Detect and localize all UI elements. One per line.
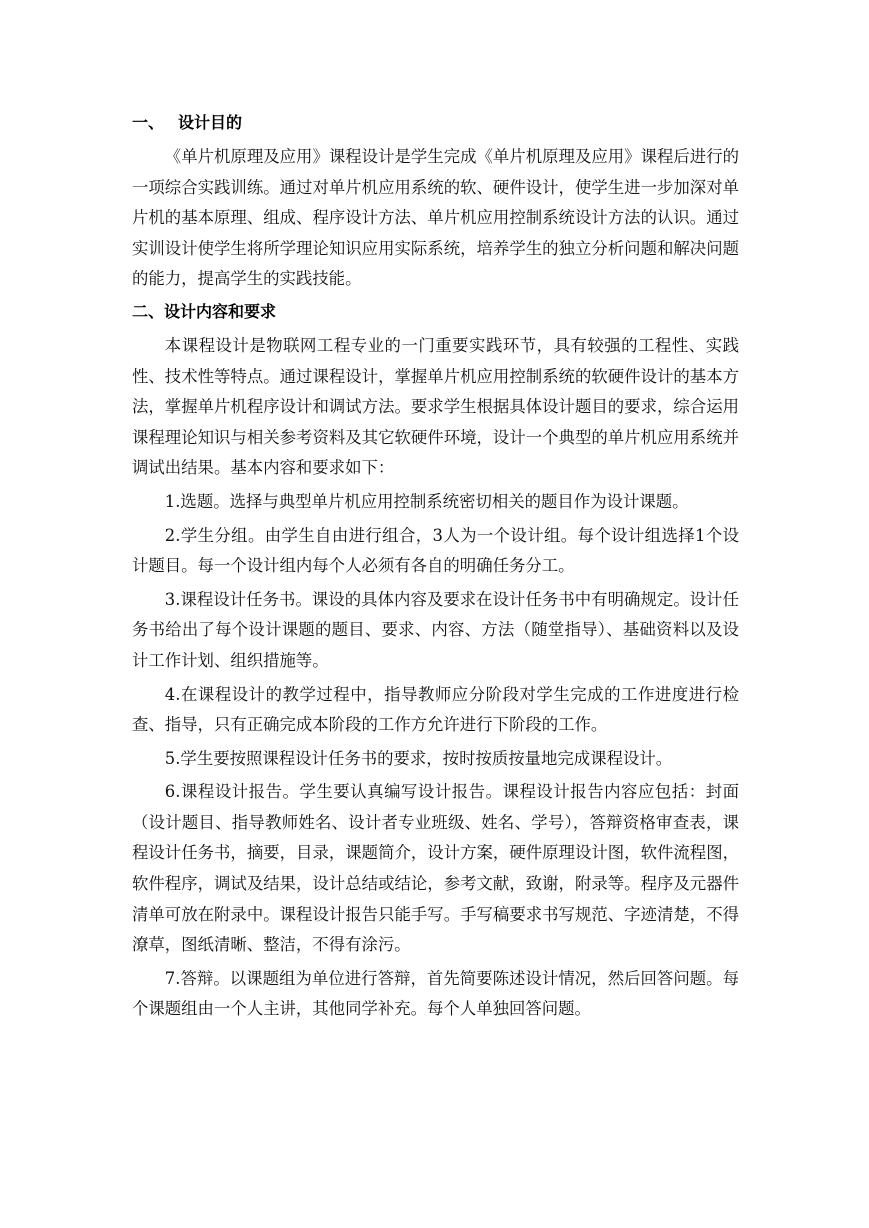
requirement-item-6: 6.课程设计报告。学生要认真编写设计报告。课程设计报告内容应包括：封面（设计题目、指导教师姓名、设计者专业班级、姓名、学号），答辩资格审查表，课程设计任务书，摘要，目录，课题简介，设计方案，硬件原理设计图，软件流程图，软件程序，调试及结果，设计总结或结论，参考文献，致谢，附录等。程序及元器件清单可放在附录中。课程设计报告只能手写。手写稿要求书写规范、字迹清楚，不得潦草，图纸清晰、整洁，不得有涂污。 <box>132 782 739 955</box>
section-1-number: 一、 <box>132 113 165 132</box>
requirement-item-3: 3.课程设计任务书。课设的具体内容及要求在设计任务书中有明确规定。设计任务书给出了每个设计课题的题目、要求、内容、方法（随堂指导）、基础资料以及设计工作计划、组织措施等。 <box>132 589 739 670</box>
section-1-paragraph: 《单片机原理及应用》课程设计是学生完成《单片机原理及应用》课程后进行的一项综合实践训练。通过对单片机应用系统的软、硬件设计，使学生进一步加深对单片机的基本原理、组成、程序设计方法、单片机应用控制系统设计方法的认识。通过实训设计使学生将所学理论知识应用实际系统，培养学生的独立分析问题和解决问题的能力，提高学生的实践技能。 <box>132 147 739 289</box>
requirement-item-2: 2.学生分组。由学生自由进行组合，3人为一个设计组。每个设计组选择1个设计题目。每一个设计组内每个人必须有各自的明确任务分工。 <box>132 525 739 576</box>
requirement-item-5: 5.学生要按照课程设计任务书的要求，按时按质按量地完成课程设计。 <box>164 748 673 768</box>
section-1-title: 设计目的 <box>178 113 243 132</box>
requirement-item-1: 1.选题。选择与典型单片机应用控制系统密切相关的题目作为设计课题。 <box>164 491 689 511</box>
section-2-paragraph: 本课程设计是物联网工程专业的一门重要实践环节，具有较强的工程性、实践性、技术性等特点。通过课程设计，掌握单片机应用控制系统的软硬件设计的基本方法，掌握单片机程序设计和调试方法。要求学生根据具体设计题目的要求，综合运用课程理论知识与相关参考资料及其它软硬件环境，设计一个典型的单片机应用系统并调试出结果。基本内容和要求如下： <box>132 335 739 478</box>
requirement-item-4: 4.在课程设计的教学过程中，指导教师应分阶段对学生完成的工作进度进行检查、指导，只有正确完成本阶段的工作方允许进行下阶段的工作。 <box>132 684 739 735</box>
section-1-heading <box>132 108 739 138</box>
requirement-item-7: 7.答辩。以课题组为单位进行答辩，首先简要陈述设计情况，然后回答问题。每个课题组由一个人主讲，其他同学补充。每个人单独回答问题。 <box>132 968 739 1019</box>
section-2-heading: 二、设计内容和要求 <box>132 301 277 321</box>
